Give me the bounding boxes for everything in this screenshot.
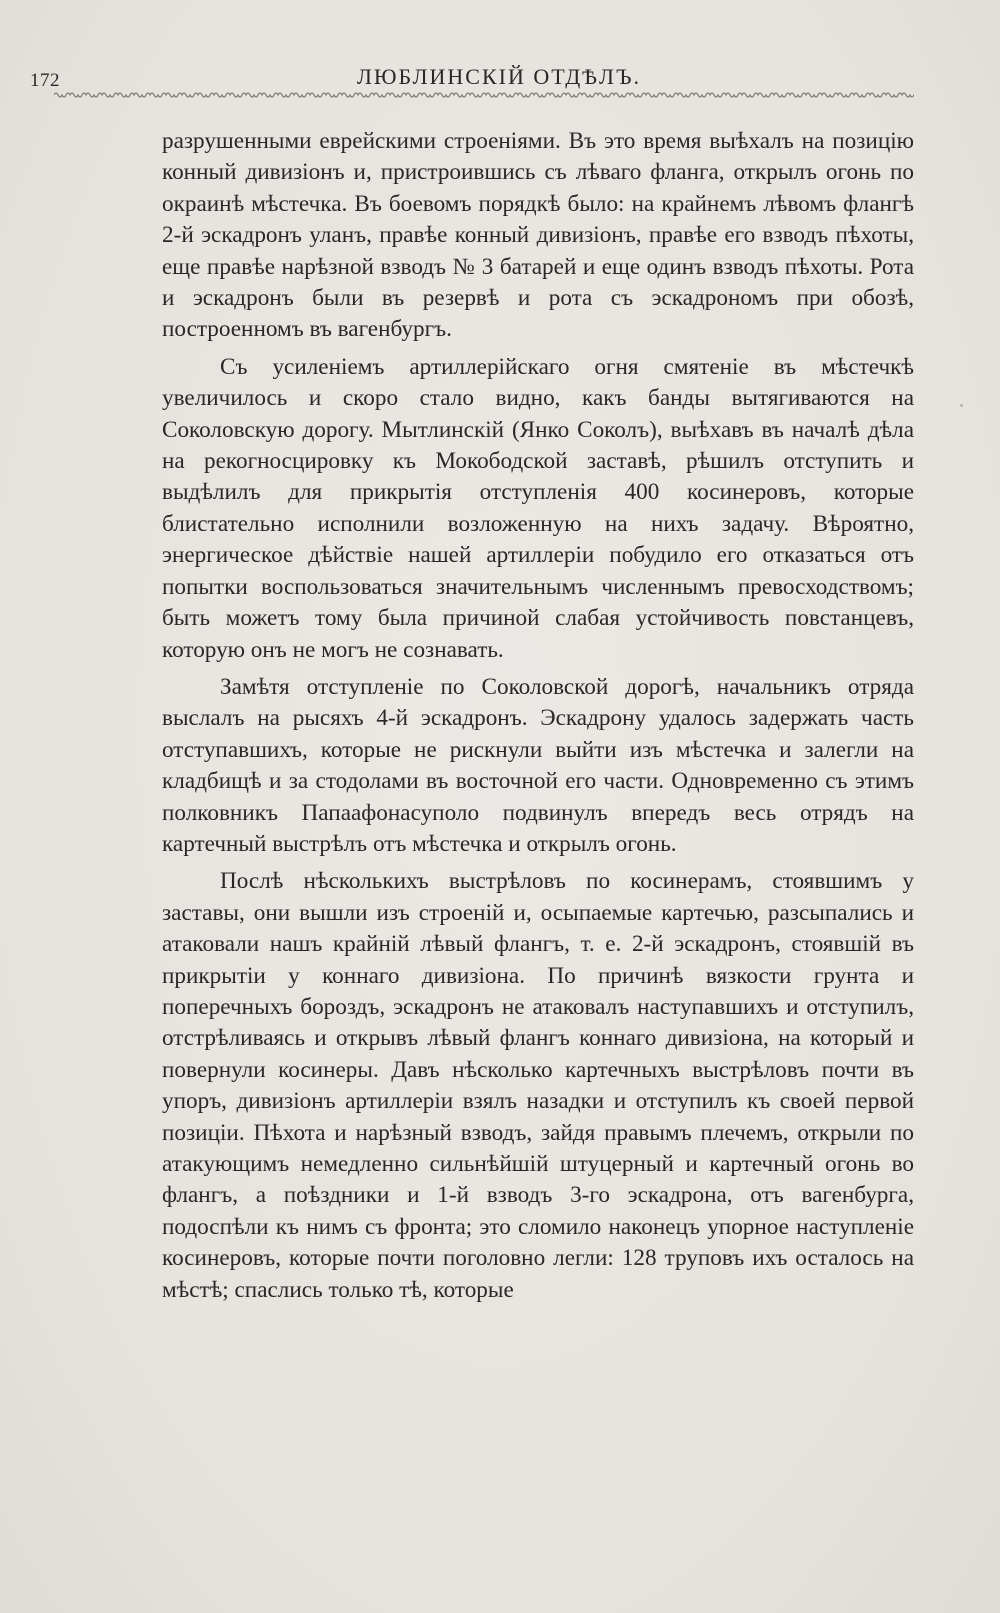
page-number: 172 (30, 70, 60, 91)
paragraph-3: Замѣтя отступленiе по Соколовской дорогѣ, начальникъ отряда выслалъ на рысяхъ 4-й эскадронъ. Эскадрону удалось задержать часть отступавшихъ, которые не рискнули выйти изъ мѣстечка и залегли на кладбищѣ и за стодолами въ восточной его части. Одновременно съ этимъ полковникъ Папаафонасуполо подвинулъ впередъ весь отрядъ на картечный выстрѣлъ отъ мѣстечка и открылъ огонь. (162, 673, 914, 857)
paper-speck (960, 404, 963, 407)
paragraph-1: разрушенными еврейскими строенiями. Въ это время выѣхалъ на позицiю конный дивизiонъ и, пристроившись съ лѣваго фланга, открылъ огонь по окраинѣ мѣстечка. Въ боевомъ порядкѣ было: на крайнемъ лѣвомъ флангѣ 2-й эскадронъ уланъ, правѣе конный дивизiонъ, правѣе его взводъ пѣхоты, еще правѣе нарѣзной взводъ № 3 батарей и еще одинъ взводъ пѣхоты. Рота и эскадронъ были въ резервѣ и рота съ эскадрономъ при обозѣ, построенномъ въ вагенбургъ. (162, 128, 914, 343)
paragraph-2: Съ усиленiемъ артиллерiйскаго огня смятенiе въ мѣстечкѣ увеличилось и скоро стало видно, какъ банды вытягиваются на Соколовскую дорогу. Мытлинскiй (Янко Соколъ), выѣхавъ въ началѣ дѣла на рекогносцировку къ Мокободской заставѣ, рѣшилъ отступить и выдѣлилъ для прикрытiя отступленiя 400 косинеровъ, которые блистательно исполнили возложенную на нихъ задачу. Вѣроятно, энергическое дѣйствiе нашей артиллерiи побудило его отказаться отъ попытки воспользоваться значительнымъ численнымъ превосходствомъ; быть можетъ тому была причиной слабая устойчивость повстанцевъ, которую онъ не могъ не сознавать. (162, 353, 914, 663)
paragraph-4: Послѣ нѣсколькихъ выстрѣловъ по косинерамъ, стоявшимъ у заставы, они вышли изъ строенiй и, осыпаемые картечью, разсыпались и атаковали нашъ крайнiй лѣвый флангъ, т. е. 2-й эскадронъ, стоявшiй въ прикрытiи у коннаго дивизiона. По причинѣ вязкости грунта и поперечныхъ бороздъ, эскадронъ не атаковалъ наступавшихъ и отступилъ, отстрѣливаясь и открывъ лѣвый флангъ коннаго дивизiона, на который и повернули косинеры. Давъ нѣсколько картечныхъ выстрѣловъ почти въ упоръ, дивизiонъ артиллерiи взялъ назадки и отступилъ къ своей первой позицiи. Пѣхота и нарѣзный взводъ, зайдя правымъ плечемъ, открыли по атакующимъ немедленно сильнѣйшiй штуцерный и картечный огонь во флангъ, а поѣздники и 1-й взводъ 3-го эскадрона, отъ вагенбурга, подоспѣли къ нимъ съ фронта; это сломило наконецъ упорное наступленiе косинеровъ, которые почти поголовно легли: 128 труповъ ихъ осталось на мѣстѣ; спаслись только тѣ, которые (162, 868, 914, 1303)
running-head: ЛЮБЛИНСКIЙ ОТДѢЛЪ. (356, 64, 642, 89)
wavy-header-rule (54, 90, 914, 100)
body-text (162, 126, 914, 1306)
